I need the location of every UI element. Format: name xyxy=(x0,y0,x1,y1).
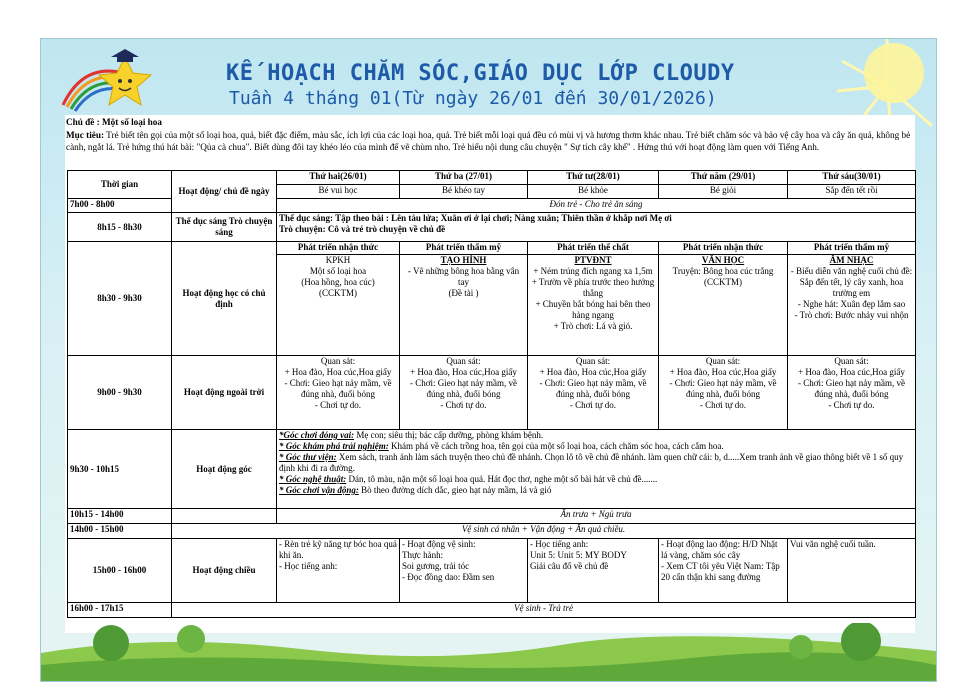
time-16h00: 16h00 - 17h15 xyxy=(68,603,172,618)
morning-exercise-line: Thể dục sáng: Tập theo bài : Lên tàu lửa; Xuân ơi ở lại chơi; Nàng xuân; Thiên thần ở khắp nơi Mẹ ơi xyxy=(279,213,672,223)
row-15h00 xyxy=(68,539,916,603)
outdoor-line: + Hoa đào, Hoa cúc,Hoa giấy xyxy=(284,367,392,377)
afternoon-line: - Hoạt động lao động: H/D Nhặt lá vàng, chăm sóc cây xyxy=(661,539,778,560)
corner-library xyxy=(279,452,913,474)
row-8h30-areas xyxy=(68,242,916,255)
outdoor-mon xyxy=(277,356,400,430)
activity-8h30: Hoạt động học có chủ định xyxy=(172,242,277,356)
lesson-wed-line: + Chuyền bắt bóng hai bên theo hàng ngang xyxy=(535,299,651,320)
lesson-wed-line: + Trò chơi: Lá và gió. xyxy=(553,321,633,331)
lesson-mon-line: Một số loại hoa xyxy=(309,266,367,276)
time-14h00: 14h00 - 15h00 xyxy=(68,524,172,539)
lesson-mon-line: KPKH xyxy=(325,255,351,265)
lesson-tue-line: (Đề tài ) xyxy=(448,288,479,298)
activity-15h00: Hoạt động chiều xyxy=(172,539,277,603)
time-9h00: 9h00 - 9h30 xyxy=(68,356,172,430)
time-8h30: 8h30 - 9h30 xyxy=(68,242,172,356)
corner-discovery xyxy=(279,441,913,452)
lesson-thu xyxy=(659,255,788,356)
day-name-mon: Thứ hai(26/01) xyxy=(277,171,400,185)
outdoor-line: Quan sát: xyxy=(446,356,481,366)
afternoon-mon xyxy=(277,539,400,603)
area-tue: Phát triển thẩm mỹ xyxy=(400,242,528,255)
content-8h15 xyxy=(277,213,916,242)
lesson-tue xyxy=(400,255,528,356)
page-title: KẾ HOẠCH CHĂM SÓC,GIÁO DỤC LỚP CLOUDY xyxy=(226,61,735,86)
afternoon-thu xyxy=(659,539,788,603)
outdoor-line: - Chơi: Gieo hạt nảy mầm, về đúng nhà, đuổi bóng xyxy=(798,378,905,399)
lesson-fri xyxy=(788,255,916,356)
corners-content xyxy=(277,430,916,509)
day-theme-thu: Bé giỏi xyxy=(659,185,788,199)
lesson-fri-line: - Biểu diễn văn nghệ cuối chủ đề: Sắp đến tết, lý cây xanh, hoa trường em xyxy=(790,266,913,298)
topic-label: Chủ đề : xyxy=(66,117,100,127)
row-14h00 xyxy=(68,524,916,539)
afternoon-fri xyxy=(788,539,916,603)
day-name-fri: Thứ sáu(30/01) xyxy=(788,171,916,185)
lesson-fri-line: - Nghe hát: Xuân đẹp lắm sao xyxy=(797,299,906,309)
page-frame xyxy=(40,38,937,682)
activity-8h15: Thể dục sáng Trò chuyện sáng xyxy=(172,213,277,242)
outdoor-line: - Chơi tự do. xyxy=(569,400,617,410)
info-block xyxy=(66,116,914,154)
corner-label: * Góc thư viện: xyxy=(279,452,337,462)
afternoon-line: - Xem CT tôi yêu Việt Nam: Tập 20 cẩn thận khi sang đường xyxy=(661,561,780,582)
day-theme-fri: Sắp đến tết rồi xyxy=(788,185,916,199)
lesson-mon-line: (Hoa hồng, hoa cúc) xyxy=(301,277,375,287)
area-mon: Phát triển nhận thức xyxy=(277,242,400,255)
row-10h15 xyxy=(68,509,916,524)
content-16h00: Vệ sinh - Trả trẻ xyxy=(172,603,916,618)
goal-label: Mục tiêu: xyxy=(66,129,105,140)
afternoon-line: - Học tiếng anh: xyxy=(279,561,338,571)
content-10h15: Ăn trưa + Ngủ trưa xyxy=(277,509,916,524)
outdoor-thu xyxy=(659,356,788,430)
lesson-fri-heading: ÂM NHẠC xyxy=(829,255,874,265)
corner-motion xyxy=(279,485,913,496)
lesson-fri-line: - Trò chơi: Bước nhảy vui nhộn xyxy=(794,310,909,320)
time-7h00: 7h00 - 8h00 xyxy=(68,199,172,213)
afternoon-line: Thực hành: xyxy=(402,550,444,560)
outdoor-line: - Chơi: Gieo hạt nảy mầm, về đúng nhà, đuổi bóng xyxy=(669,378,777,399)
outdoor-wed xyxy=(528,356,659,430)
afternoon-line: - Học tiếng anh: xyxy=(530,539,589,549)
activity-9h30: Hoạt động góc xyxy=(172,430,277,509)
lesson-mon xyxy=(277,255,400,356)
outdoor-line: - Chơi: Gieo hạt nảy mầm, về đúng nhà, đuổi bóng xyxy=(539,378,647,399)
outdoor-line: - Chơi tự do. xyxy=(699,400,747,410)
time-8h15: 8h15 - 8h30 xyxy=(68,213,172,242)
goal-line xyxy=(66,129,914,154)
page-subtitle: Tuần 4 tháng 01(Từ ngày 26/01 đến 30/01/2026) xyxy=(229,88,717,109)
afternoon-line: - Hoạt động vệ sinh: xyxy=(402,539,476,549)
corner-text: Khám phá về cách trồng hoa, tên gọi của một số loại hoa, cách chăm sóc hoa, cách cắm hoa. xyxy=(388,441,724,451)
time-10h15: 10h15 - 14h00 xyxy=(68,509,172,524)
afternoon-line: Vui văn nghệ cuối tuần. xyxy=(790,539,876,549)
outdoor-line: Quan sát: xyxy=(320,356,356,366)
day-theme-mon: Bé vui học xyxy=(277,185,400,199)
goal-text: Trẻ biết tên gọi của một số loại hoa, quả, biết đặc điểm, màu sắc, ích lợi của các loại hoa, quả. Trẻ biết mỗi loại quả đều có mùi vị và hương thơm khác nhau. Trẻ biết chăm sóc và bảo vệ cây hoa và cây ăn quả, không bẻ cành, ngắt lá. Trẻ hứng thú hát bài: "Qủa cà chua". Biết dùng đôi tay khéo léo của mình để vẽ chùm nho. Trẻ hiểu nội dung câu chuyện " Sự tích cây khế" . Hứng thú với hoạt động làm quen với Tiếng Anh. xyxy=(66,129,911,152)
lesson-thu-line: Truyện: Bông hoa cúc trắng xyxy=(672,266,774,276)
afternoon-wed xyxy=(528,539,659,603)
corner-label: * Góc khám phá trải nghiệm: xyxy=(279,441,389,451)
lesson-tue-line: - Vẽ những bông hoa bằng vân tay xyxy=(407,266,520,287)
outdoor-line: + Hoa đào, Hoa cúc,Hoa giấy xyxy=(410,367,517,377)
lesson-wed-line: + Ném trúng đích ngang xa 1,5m xyxy=(533,266,653,276)
time-15h00: 15h00 - 16h00 xyxy=(68,539,172,603)
corner-text: Xem sách, tranh ảnh làm sách truyện theo chủ đề nhánh. Chọn lô tô về chủ đề nhánh. làm quen chữ cái: b, d.....Xem tranh ảnh về giao thông biết về 1 số quy định khi đi ra đường. xyxy=(279,452,904,473)
lesson-tue-heading: TẠO HÌNH xyxy=(440,255,487,265)
header-time: Thời gian xyxy=(68,171,172,199)
activity-9h00: Hoạt động ngoài trời xyxy=(172,356,277,430)
grass-decoration xyxy=(41,623,936,681)
lesson-mon-line: (CCKTM) xyxy=(319,288,357,298)
lesson-wed-line: + Trườn về phía trước theo hướng thẳng xyxy=(531,277,655,298)
afternoon-line: Giải câu đố về chủ đề xyxy=(530,561,609,571)
corner-label: *Góc chơi đóng vai: xyxy=(279,430,355,440)
outdoor-line: - Chơi tự do. xyxy=(314,400,362,410)
corner-art xyxy=(279,474,913,485)
row-8h15 xyxy=(68,213,916,242)
afternoon-line: Soi gương, trải tóc xyxy=(402,561,470,571)
day-name-thu: Thứ năm (29/01) xyxy=(659,171,788,185)
outdoor-line: Quan sát: xyxy=(834,356,869,366)
outdoor-line: + Hoa đào, Hoa cúc,Hoa giấy xyxy=(798,367,905,377)
lesson-thu-line: (CCKTM) xyxy=(704,277,742,287)
afternoon-line: - Rèn trẻ kỹ năng tự bóc hoa quả khi ăn. xyxy=(279,539,397,560)
afternoon-line: Unit 5: Unit 5: MY BODY xyxy=(530,550,627,560)
outdoor-line: Quan sát: xyxy=(575,356,611,366)
content-14h00: Vệ sinh cá nhân + Vận động + Ăn quả chiều. xyxy=(172,524,916,539)
topic-line xyxy=(66,116,914,129)
lesson-wed-heading: PTVĐNT xyxy=(574,255,612,265)
lesson-thu-heading: VĂN HỌC xyxy=(701,255,745,265)
corner-text: Bò theo đường dích dắc, gieo hạt nảy mầm, lá và gió xyxy=(358,485,552,495)
outdoor-line: - Chơi: Gieo hạt nảy mầm, về đúng nhà, đuổi bóng xyxy=(410,378,517,399)
weekly-plan-table xyxy=(67,170,916,618)
lesson-wed xyxy=(528,255,659,356)
header-activity: Hoạt động/ chủ đề ngày xyxy=(172,171,277,213)
corner-text: Mẹ con; siêu thị; bác cấp dưỡng, phòng khám bệnh. xyxy=(354,430,544,440)
row-9h00 xyxy=(68,356,916,430)
area-fri: Phát triển thẩm mỹ xyxy=(788,242,916,255)
topic-value: Một số loại hoa xyxy=(102,117,162,127)
row-16h00 xyxy=(68,603,916,618)
outdoor-fri xyxy=(788,356,916,430)
row-9h30 xyxy=(68,430,916,509)
corner-label: * Góc nghệ thuật: xyxy=(279,474,347,484)
corner-roleplay xyxy=(279,430,913,441)
outdoor-line: - Chơi tự do. xyxy=(828,400,875,410)
corner-text: Dán, tô màu, nặn một số loại hoa quả. Hát đọc thơ, nghe một số bài hát về chủ đề....... xyxy=(346,474,658,484)
day-name-wed: Thứ tư(28/01) xyxy=(528,171,659,185)
day-theme-tue: Bé khéo tay xyxy=(400,185,528,199)
content-7h00: Đón trẻ - Cho trẻ ăn sáng xyxy=(277,199,916,213)
outdoor-tue xyxy=(400,356,528,430)
morning-talk-line: Trò chuyện: Cô và trẻ trò chuyện về chủ đề xyxy=(279,224,446,234)
area-thu: Phát triển nhận thức xyxy=(659,242,788,255)
header-row-days xyxy=(68,171,916,185)
day-theme-wed: Bé khỏe xyxy=(528,185,659,199)
time-9h30: 9h30 - 10h15 xyxy=(68,430,172,509)
outdoor-line: - Chơi: Gieo hạt nảy mầm, về đúng nhà, đuổi bóng xyxy=(284,378,392,399)
outdoor-line: + Hoa đào, Hoa cúc,Hoa giấy xyxy=(669,367,777,377)
afternoon-line: - Đọc đồng dao: Đầm sen xyxy=(402,572,495,582)
outdoor-line: - Chơi tự do. xyxy=(440,400,487,410)
afternoon-tue xyxy=(400,539,528,603)
outdoor-line: + Hoa đào, Hoa cúc,Hoa giấy xyxy=(539,367,647,377)
cloudy-star-logo xyxy=(53,43,193,115)
area-wed: Phát triển thể chất xyxy=(528,242,659,255)
day-name-tue: Thứ ba (27/01) xyxy=(400,171,528,185)
activity-10h15-empty xyxy=(172,509,277,524)
outdoor-line: Quan sát: xyxy=(705,356,741,366)
corner-label: * Góc chơi vận động: xyxy=(279,485,359,495)
